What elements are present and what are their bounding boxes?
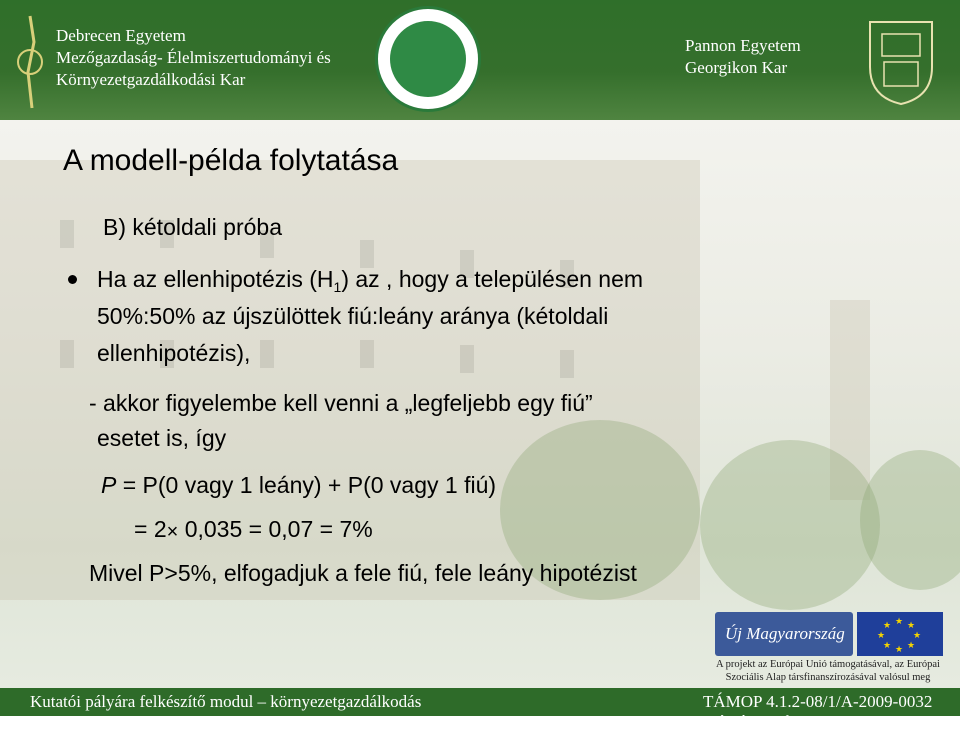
condition-line-cont: esetet is, így xyxy=(97,425,227,451)
bullet-line-3: ellenhipotézis), xyxy=(97,340,251,366)
conclusion-line: Mivel P>5%, elfogadjuk a fele fiú, fele leány hipotézist xyxy=(89,560,637,586)
slide-subtitle: B) kétoldali próba xyxy=(103,214,282,240)
bullet-icon xyxy=(68,275,77,284)
footer-project-id: TÁMOP 4.1.2-08/1/A-2009-0032 számú projekt xyxy=(703,692,933,731)
footer-module-name: Kutatói pályára felkészítő modul – környezetgazdálkodás xyxy=(30,692,422,711)
bullet-line-2: 50%:50% az újszülöttek fiú:leány aránya (kétoldali xyxy=(97,303,609,329)
multiply-icon: × xyxy=(166,521,179,543)
condition-line: - akkor figyelembe kell venni a „legfeljebb egy fiú” xyxy=(89,390,593,416)
slide-footer xyxy=(0,688,960,731)
formula-line-1: P = P(0 vagy 1 leány) + P(0 vagy 1 fiú) xyxy=(101,472,497,498)
uj-magyarorszag-logo: Új Magyarország xyxy=(715,612,853,656)
eu-funding-note: A projekt az Európai Unió támogatásával, az Európai Szociális Alap társfinanszírozásával valósul meg xyxy=(716,659,940,683)
eu-flag-icon: ★ ★ ★ ★ ★ ★ ★ ★ xyxy=(857,612,943,656)
formula-line-2: = 2× 0,035 = 0,07 = 7% xyxy=(134,516,373,543)
bullet-line-1: Ha az ellenhipotézis $(H_1)$ az , hogy a településen nem xyxy=(97,266,644,295)
left-university-name: Debrecen Egyetem Mezőgazdaság- Élelmiszertudományi és Környezetgazdálkodási Kar xyxy=(56,26,331,89)
slide-title: A modell-példa folytatása xyxy=(63,144,399,177)
right-university-name: Pannon Egyetem Georgikon Kar xyxy=(685,36,801,77)
